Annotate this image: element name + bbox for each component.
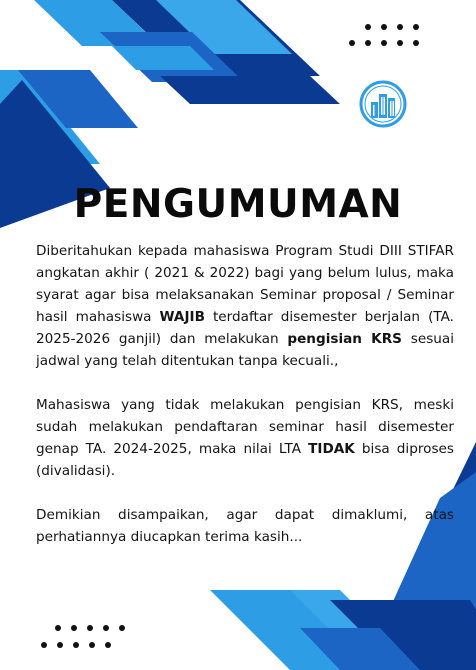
dot [55,625,61,631]
p2-text-a: Mahasiswa yang tidak melakukan pengisian KRS, meski sudah melakukan pendaftaran seminar hasil disemester genap TA. 2024-2025, maka nilai LTA [36,397,454,457]
announcement-body [36,240,454,570]
dot [73,642,79,648]
dot [57,642,63,648]
building-logo-icon [359,80,407,128]
dot [397,24,403,30]
dot [87,625,93,631]
p1-bold-wajib: WAJIB [159,309,205,325]
dot [119,625,125,631]
p1-text-c: terdaftar disemester berjalan (TA. 2025-2026 ganjil) dan melakukan [36,309,454,347]
dot [381,40,387,46]
paragraph-2 [36,394,454,482]
p1-text-d: sesuai jadwal yang telah ditentukan tanpa kecuali., [36,331,454,369]
dot [365,40,371,46]
dot [89,642,95,648]
dot [41,642,47,648]
dot [103,625,109,631]
p2-text-c: bisa diproses (divalidasi). [36,441,454,479]
dot [349,40,355,46]
dot [381,24,387,30]
top-dot-grid [349,24,419,46]
dot [365,24,371,30]
p1-text-a: Diberitahukan kepada mahasiswa Program Studi DIII STIFAR angkatan akhir ( 2021 & 2022) bagi yang belum lulus, maka syarat agar bisa melaksanakan Seminar proposal / Seminar hasil mahasiswa [36,243,454,325]
dot [413,24,419,30]
top-right-dark-shape [160,76,340,104]
paragraph-1 [36,240,454,372]
dot [413,40,419,46]
dot [105,642,111,648]
dot [397,40,403,46]
bottom-dot-grid [41,625,125,648]
announcement-title: PENGUMUMAN [73,182,403,227]
p1-bold-krs: pengisian KRS [287,331,402,347]
dot [71,625,77,631]
paragraph-3: Demikian disampaikan, agar dapat dimaklumi, atas perhatiannya diucapkan terima kasih... [36,507,454,545]
p2-bold-tidak: TIDAK [308,441,355,457]
